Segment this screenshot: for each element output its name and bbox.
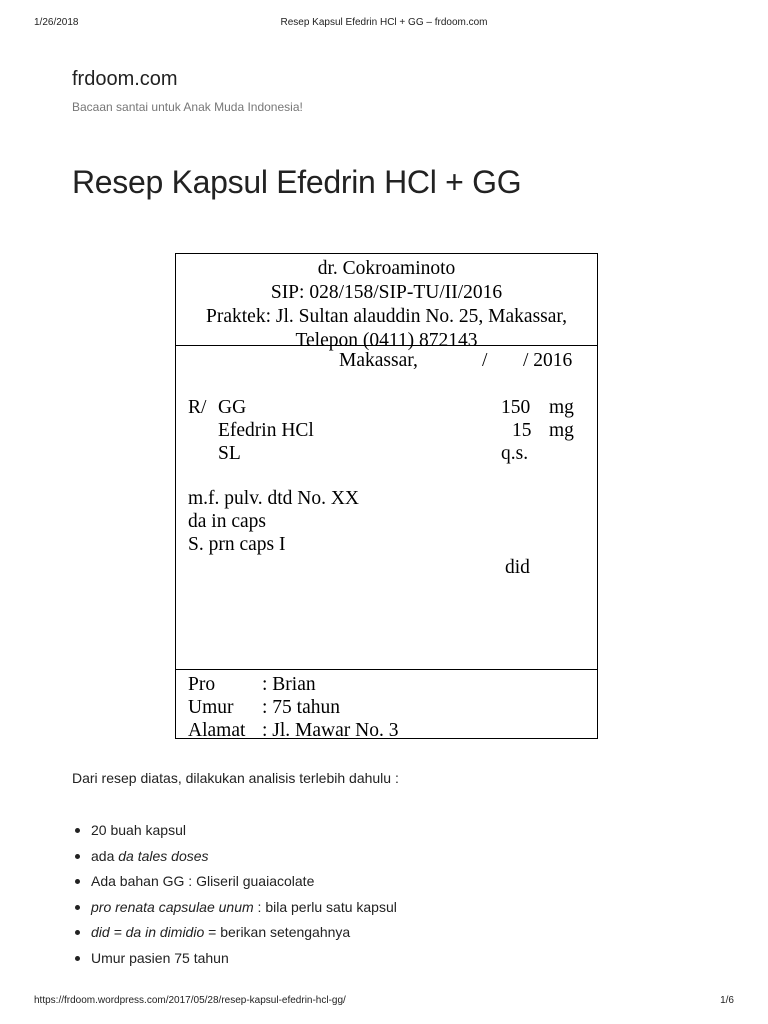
print-footer <box>0 995 768 1009</box>
doctor-license: SIP: 028/158/SIP-TU/II/2016 <box>270 282 503 303</box>
analysis-list <box>72 821 397 975</box>
patient-info <box>176 669 597 741</box>
list-item <box>72 821 397 847</box>
doctor-name: dr. Cokroaminoto <box>317 258 456 279</box>
list-item <box>72 923 397 949</box>
instruction-line: S. prn caps I <box>188 534 286 555</box>
patient-label: Alamat <box>188 720 246 741</box>
prescription-city: Makassar, <box>339 350 418 371</box>
site-tagline: Bacaan santai untuk Anak Muda Indonesia! <box>72 100 303 114</box>
ingredient-name: SL <box>218 443 241 464</box>
print-date: 1/26/2018 <box>34 17 79 28</box>
prescription-year: / 2016 <box>523 350 573 371</box>
practice-address: Praktek: Jl. Sultan alauddin No. 25, Makassar, <box>206 306 567 327</box>
ingredient-name: Efedrin HCl <box>218 420 314 441</box>
list-item-italic: da tales doses <box>118 847 209 864</box>
ingredient-unit: mg <box>549 397 574 418</box>
print-url: https://frdoom.wordpress.com/2017/05/28/resep-kapsul-efedrin-hcl-gg/ <box>34 995 346 1006</box>
site-title-link[interactable]: frdoom.com <box>72 68 178 90</box>
analysis-intro: Dari resep diatas, dilakukan analisis terlebih dahulu : <box>72 770 399 786</box>
list-item <box>72 949 397 975</box>
patient-label: Pro <box>188 674 216 695</box>
recipe-symbol: R/ <box>188 397 207 418</box>
ingredient-name: GG <box>218 397 247 418</box>
post-title: Resep Kapsul Efedrin HCl + GG <box>72 164 522 200</box>
print-page-title: Resep Kapsul Efedrin HCl + GG – frdoom.com <box>280 17 488 28</box>
practice-phone: Telepon (0411) 872143 <box>295 330 478 351</box>
ingredient-amount: 15 <box>512 420 532 441</box>
patient-value: : Jl. Mawar No. 3 <box>262 720 399 741</box>
did-note: did <box>505 557 530 578</box>
list-item-italic: did = da in dimidio <box>91 924 205 941</box>
patient-value: : 75 tahun <box>262 697 340 718</box>
ingredient-unit: mg <box>549 420 574 441</box>
list-item-text: 20 buah kapsul <box>91 822 186 838</box>
print-header <box>0 17 768 31</box>
prescription-image <box>175 253 598 739</box>
prescription-header <box>176 254 597 351</box>
print-page-number: 1/6 <box>720 995 734 1006</box>
list-item <box>72 872 397 898</box>
instruction-line: m.f. pulv. dtd No. XX <box>188 488 359 509</box>
patient-label: Umur <box>188 697 234 718</box>
list-item <box>72 847 397 873</box>
date-slash: / <box>482 350 488 371</box>
ingredient-amount: 150 <box>501 397 531 418</box>
instruction-line: da in caps <box>188 511 266 532</box>
patient-value: : Brian <box>262 674 316 695</box>
list-item-text: Ada bahan GG : Gliseril guaiacolate <box>91 873 315 890</box>
list-item-text: : bila perlu satu kapsul <box>253 898 397 915</box>
list-item-italic: pro renata capsulae unum <box>91 898 254 915</box>
list-item-text: Umur pasien 75 tahun <box>91 949 229 966</box>
list-item <box>72 898 397 924</box>
ingredient-amount: q.s. <box>501 443 529 464</box>
list-item-text: = berikan setengahnya <box>204 924 351 941</box>
list-item-text: ada <box>91 847 119 864</box>
prescription-body <box>176 347 597 669</box>
